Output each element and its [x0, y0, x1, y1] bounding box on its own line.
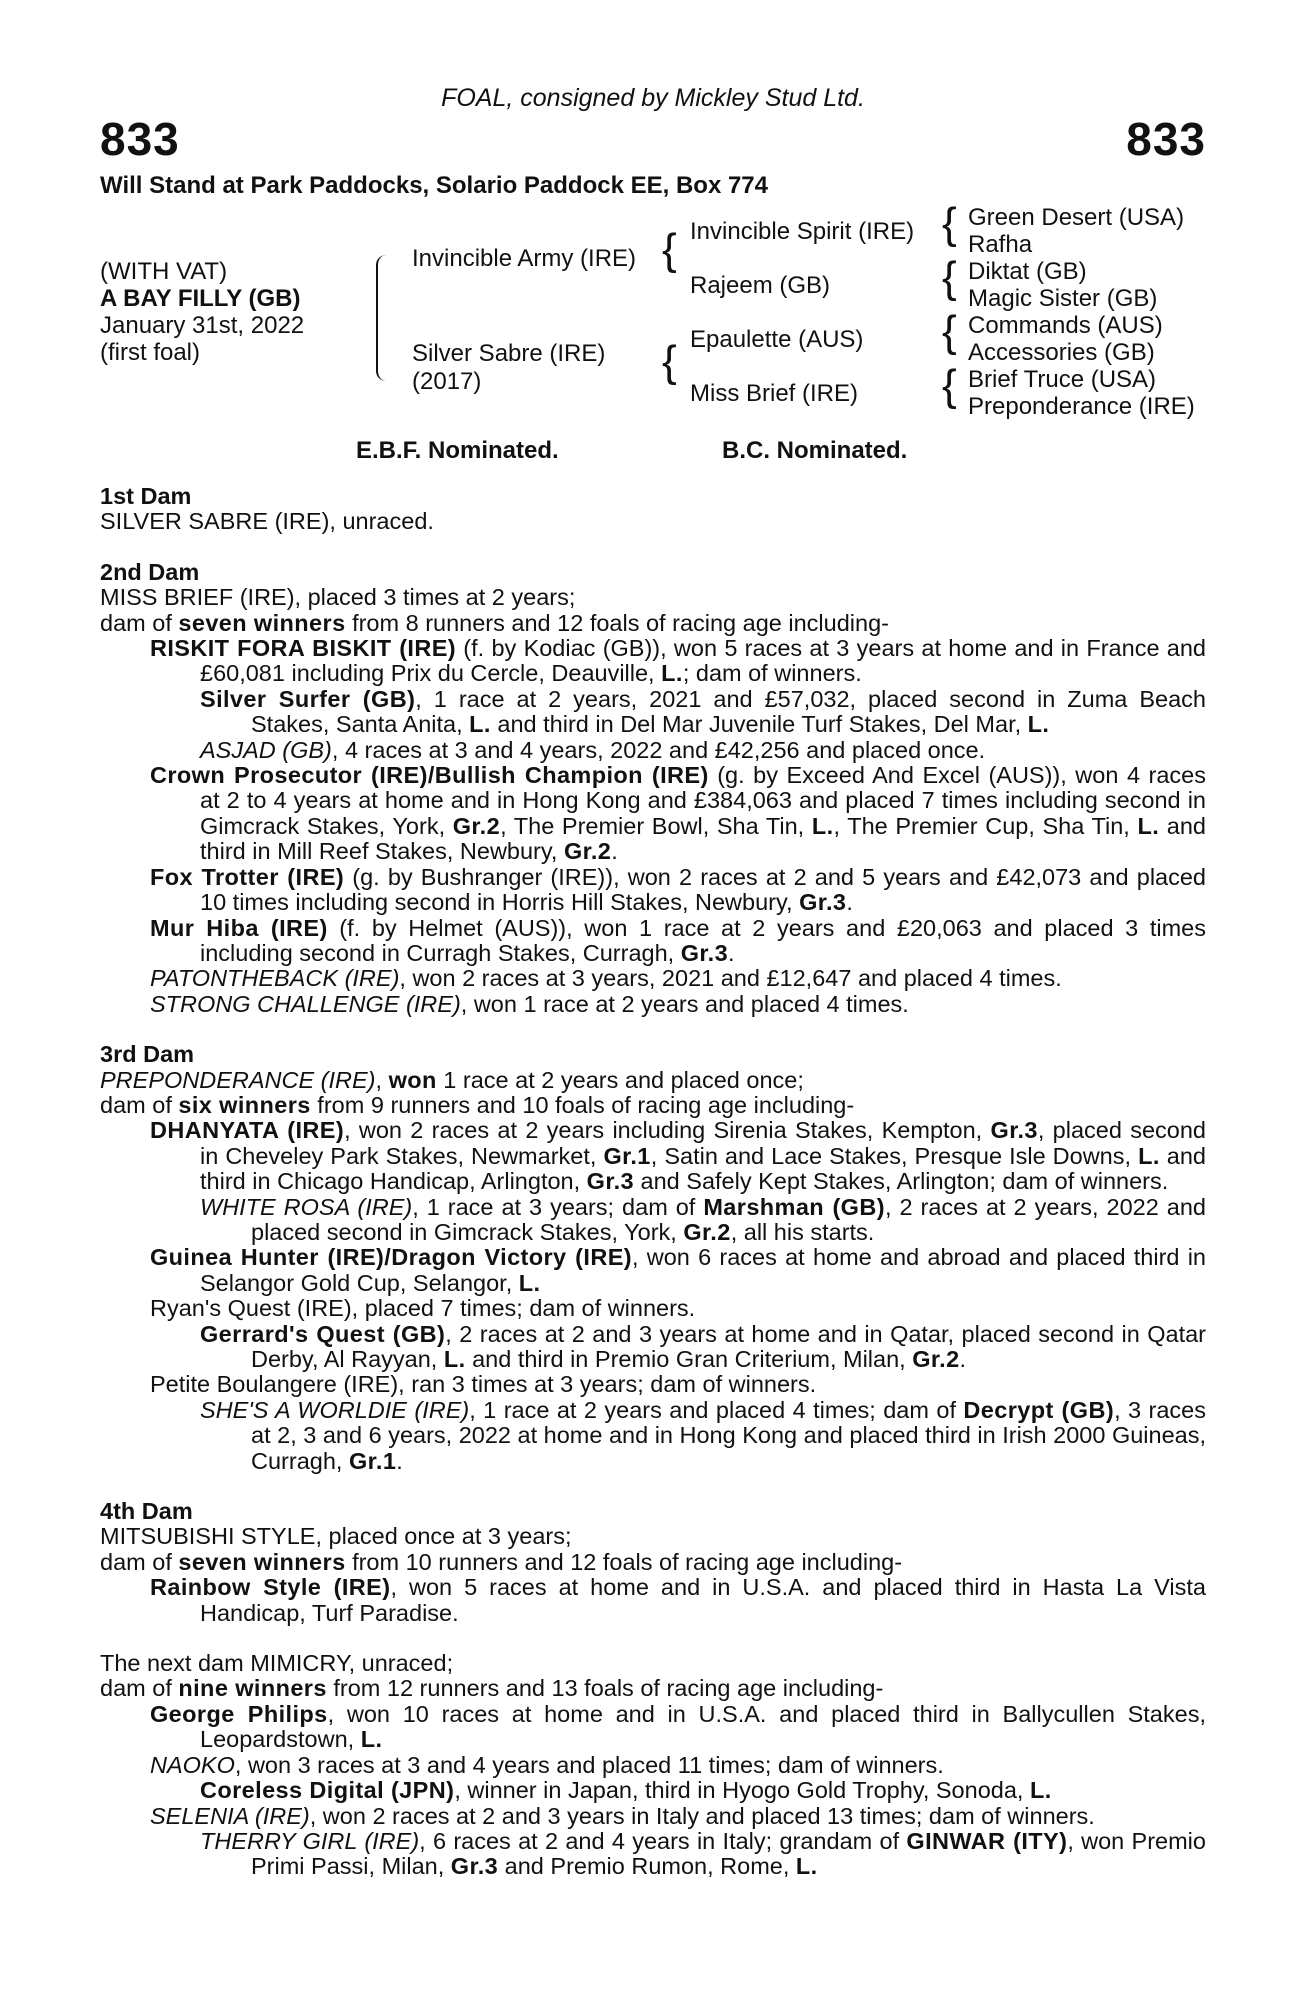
lot-number-right: 833 — [1126, 113, 1206, 165]
second-dam-heading: 2nd Dam — [100, 558, 200, 585]
produce-entry: Fox Trotter (IRE) (g. by Bushranger (IRE)), won 2 races at 2 and 5 years and £42,073 and placed 10 times including second in Horris Hill Stakes, Newbury, Gr.3. — [150, 863, 1206, 916]
ebf-nominated: E.B.F. Nominated. — [356, 437, 559, 464]
third-dam-heading: 3rd Dam — [100, 1041, 195, 1068]
lot-number-left: 833 — [100, 113, 180, 165]
consignor-line: FOAL, consigned by Mickley Stud Ltd. — [441, 84, 865, 112]
dam-dam: Miss Brief (IRE) — [690, 380, 858, 407]
sd-brace: { — [942, 253, 957, 302]
second-dam-line2: dam of seven winners from 8 runners and 12 foals of racing age including- — [100, 609, 889, 636]
foal-note: (first foal) — [100, 339, 201, 366]
produce-record — [100, 484, 1206, 1880]
ggp-1: Green Desert (USA) — [968, 204, 1185, 231]
ggp-5: Commands (AUS) — [968, 312, 1163, 339]
dam-brace: { — [662, 337, 677, 386]
produce-entry: SHE'S A WORLDIE (IRE), 1 race at 2 years and placed 4 times; dam of Decrypt (GB), 3 races at 2, 3 and 6 years, 2022 at home and in Hong Kong and placed third in Irish 2000 Guineas, Curragh, Gr.1. — [200, 1396, 1207, 1474]
sire-sire: Invincible Spirit (IRE) — [690, 218, 915, 245]
next-dam-line2: dam of nine winners from 12 runners and 13 foals of racing age including- — [100, 1675, 884, 1702]
dd-brace: { — [942, 361, 957, 410]
dam-year: (2017) — [412, 368, 482, 395]
produce-entry: THERRY GIRL (IRE), 6 races at 2 and 4 years in Italy; grandam of GINWAR (ITY), won Premio Primi Passi, Milan, Gr.3 and Premio Rumon, Rome, L. — [200, 1827, 1206, 1880]
produce-entry: Gerrard's Quest (GB), 2 races at 2 and 3 years at home and in Qatar, placed second in Qatar Derby, Al Rayyan, L. and third in Premio Gran Criterium, Milan, Gr.2. — [200, 1320, 1206, 1372]
produce-entry: Mur Hiba (IRE) (f. by Helmet (AUS)), won 1 race at 2 years and £20,063 and placed 3 times including second in Curragh Stakes, Curragh, Gr.3. — [150, 914, 1207, 966]
produce-entry: RISKIT FORA BISKIT (IRE) (f. by Kodiac (GB)), won 5 races at 3 years at home and in France and £60,081 including Prix du Cercle, Deauville, L.; dam of winners. — [150, 635, 1206, 687]
sire: Invincible Army (IRE) — [412, 245, 637, 272]
produce-entry: PATONTHEBACK (IRE), won 2 races at 3 years, 2021 and £12,647 and placed 4 times. — [150, 965, 1062, 992]
vat-note: (WITH VAT) — [100, 258, 228, 285]
produce-entry: SELENIA (IRE), won 2 races at 2 and 3 years in Italy and placed 13 times; dam of winners. — [150, 1802, 1095, 1829]
third-dam-line2: dam of six winners from 9 runners and 10 foals of racing age including- — [100, 1091, 855, 1118]
produce-entry: George Philips, won 10 races at home and in U.S.A. and placed third in Ballycullen Stakes, Leopardstown, L. — [150, 1700, 1206, 1753]
sire-brace: { — [662, 225, 677, 274]
foaling-date: January 31st, 2022 — [100, 312, 305, 339]
fourth-dam-heading: 4th Dam — [100, 1498, 193, 1525]
pedigree-brace — [376, 255, 392, 381]
produce-entry: Petite Boulangere (IRE), ran 3 times at 3 years; dam of winners. — [150, 1371, 817, 1398]
produce-entry: ASJAD (GB), 4 races at 3 and 4 years, 2022 and £42,256 and placed once. — [200, 736, 986, 763]
stand-location: Will Stand at Park Paddocks, Solario Paddock EE, Box 774 — [100, 172, 769, 199]
first-dam-text: SILVER SABRE (IRE), unraced. — [100, 508, 434, 535]
first-dam-heading: 1st Dam — [100, 483, 192, 509]
horse-identity — [100, 258, 304, 366]
ds-brace: { — [942, 307, 957, 356]
bc-nominated: B.C. Nominated. — [722, 437, 908, 464]
produce-entry: Silver Surfer (GB), 1 race at 2 years, 2021 and £57,032, placed second in Zuma Beach Stakes, Santa Anita, L. and third in Del Mar Juvenile Turf Stakes, Del Mar, L. — [200, 685, 1206, 738]
fourth-dam-line1: MITSUBISHI STYLE, placed once at 3 years; — [100, 1523, 572, 1550]
ss-brace: { — [942, 199, 957, 248]
horse-name: A BAY FILLY (GB) — [100, 285, 301, 312]
produce-entry: STRONG CHALLENGE (IRE), won 1 race at 2 years and placed 4 times. — [150, 990, 909, 1017]
sire-dam: Rajeem (GB) — [690, 272, 831, 299]
produce-entry: Crown Prosecutor (IRE)/Bullish Champion (IRE) (g. by Exceed And Excel (AUS)), won 4 races at 2 to 4 years at home and in Hong Kong and £384,063 and placed 7 times including second in Gimcrack Stakes, York, Gr.2, The Premier Bowl, Sha Tin, L., The Premier Cup, Sha Tin, L. and third in Mill Reef Stakes, Newbury, Gr.2. — [150, 762, 1207, 865]
next-dam-line1: The next dam MIMICRY, unraced; — [100, 1650, 454, 1677]
ggp-2: Rafha — [968, 231, 1033, 258]
ggp-3: Diktat (GB) — [968, 258, 1087, 285]
ggp-6: Accessories (GB) — [968, 339, 1155, 366]
third-dam-line1: PREPONDERANCE (IRE), won 1 race at 2 years and placed once; — [100, 1066, 804, 1093]
produce-entry: Ryan's Quest (IRE), placed 7 times; dam of winners. — [150, 1295, 696, 1322]
produce-entry: Rainbow Style (IRE), won 5 races at home and in U.S.A. and placed third in Hasta La Vista Handicap, Turf Paradise. — [150, 1574, 1206, 1626]
catalogue-page — [100, 0, 1206, 2000]
produce-entry: Guinea Hunter (IRE)/Dragon Victory (IRE), won 6 races at home and abroad and placed third in Selangor Gold Cup, Selangor, L. — [150, 1244, 1206, 1296]
second-dam-line1: MISS BRIEF (IRE), placed 3 times at 2 years; — [100, 584, 576, 611]
dam: Silver Sabre (IRE) — [412, 340, 606, 367]
produce-entry: Coreless Digital (JPN), winner in Japan, third in Hyogo Gold Trophy, Sonoda, L. — [200, 1777, 1052, 1804]
fourth-dam-line2: dam of seven winners from 10 runners and 12 foals of racing age including- — [100, 1548, 903, 1575]
produce-entry: NAOKO, won 3 races at 3 and 4 years and placed 11 times; dam of winners. — [150, 1751, 944, 1778]
ggp-7: Brief Truce (USA) — [968, 366, 1157, 393]
dam-sire: Epaulette (AUS) — [690, 326, 864, 353]
produce-entry: DHANYATA (IRE), won 2 races at 2 years including Sirenia Stakes, Kempton, Gr.3, placed second in Cheveley Park Stakes, Newmarket, Gr.1, Satin and Lace Stakes, Presque Isle Downs, L. and third in Chicago Handicap, Arlington, Gr.3 and Safely Kept Stakes, Arlington; dam of winners. — [150, 1117, 1206, 1195]
ggp-8: Preponderance (IRE) — [968, 393, 1195, 420]
produce-entry: WHITE ROSA (IRE), 1 race at 3 years; dam of Marshman (GB), 2 races at 2 years, 2022 and placed second in Gimcrack Stakes, York, Gr.2, all his starts. — [200, 1193, 1206, 1245]
ggp-4: Magic Sister (GB) — [968, 285, 1158, 312]
